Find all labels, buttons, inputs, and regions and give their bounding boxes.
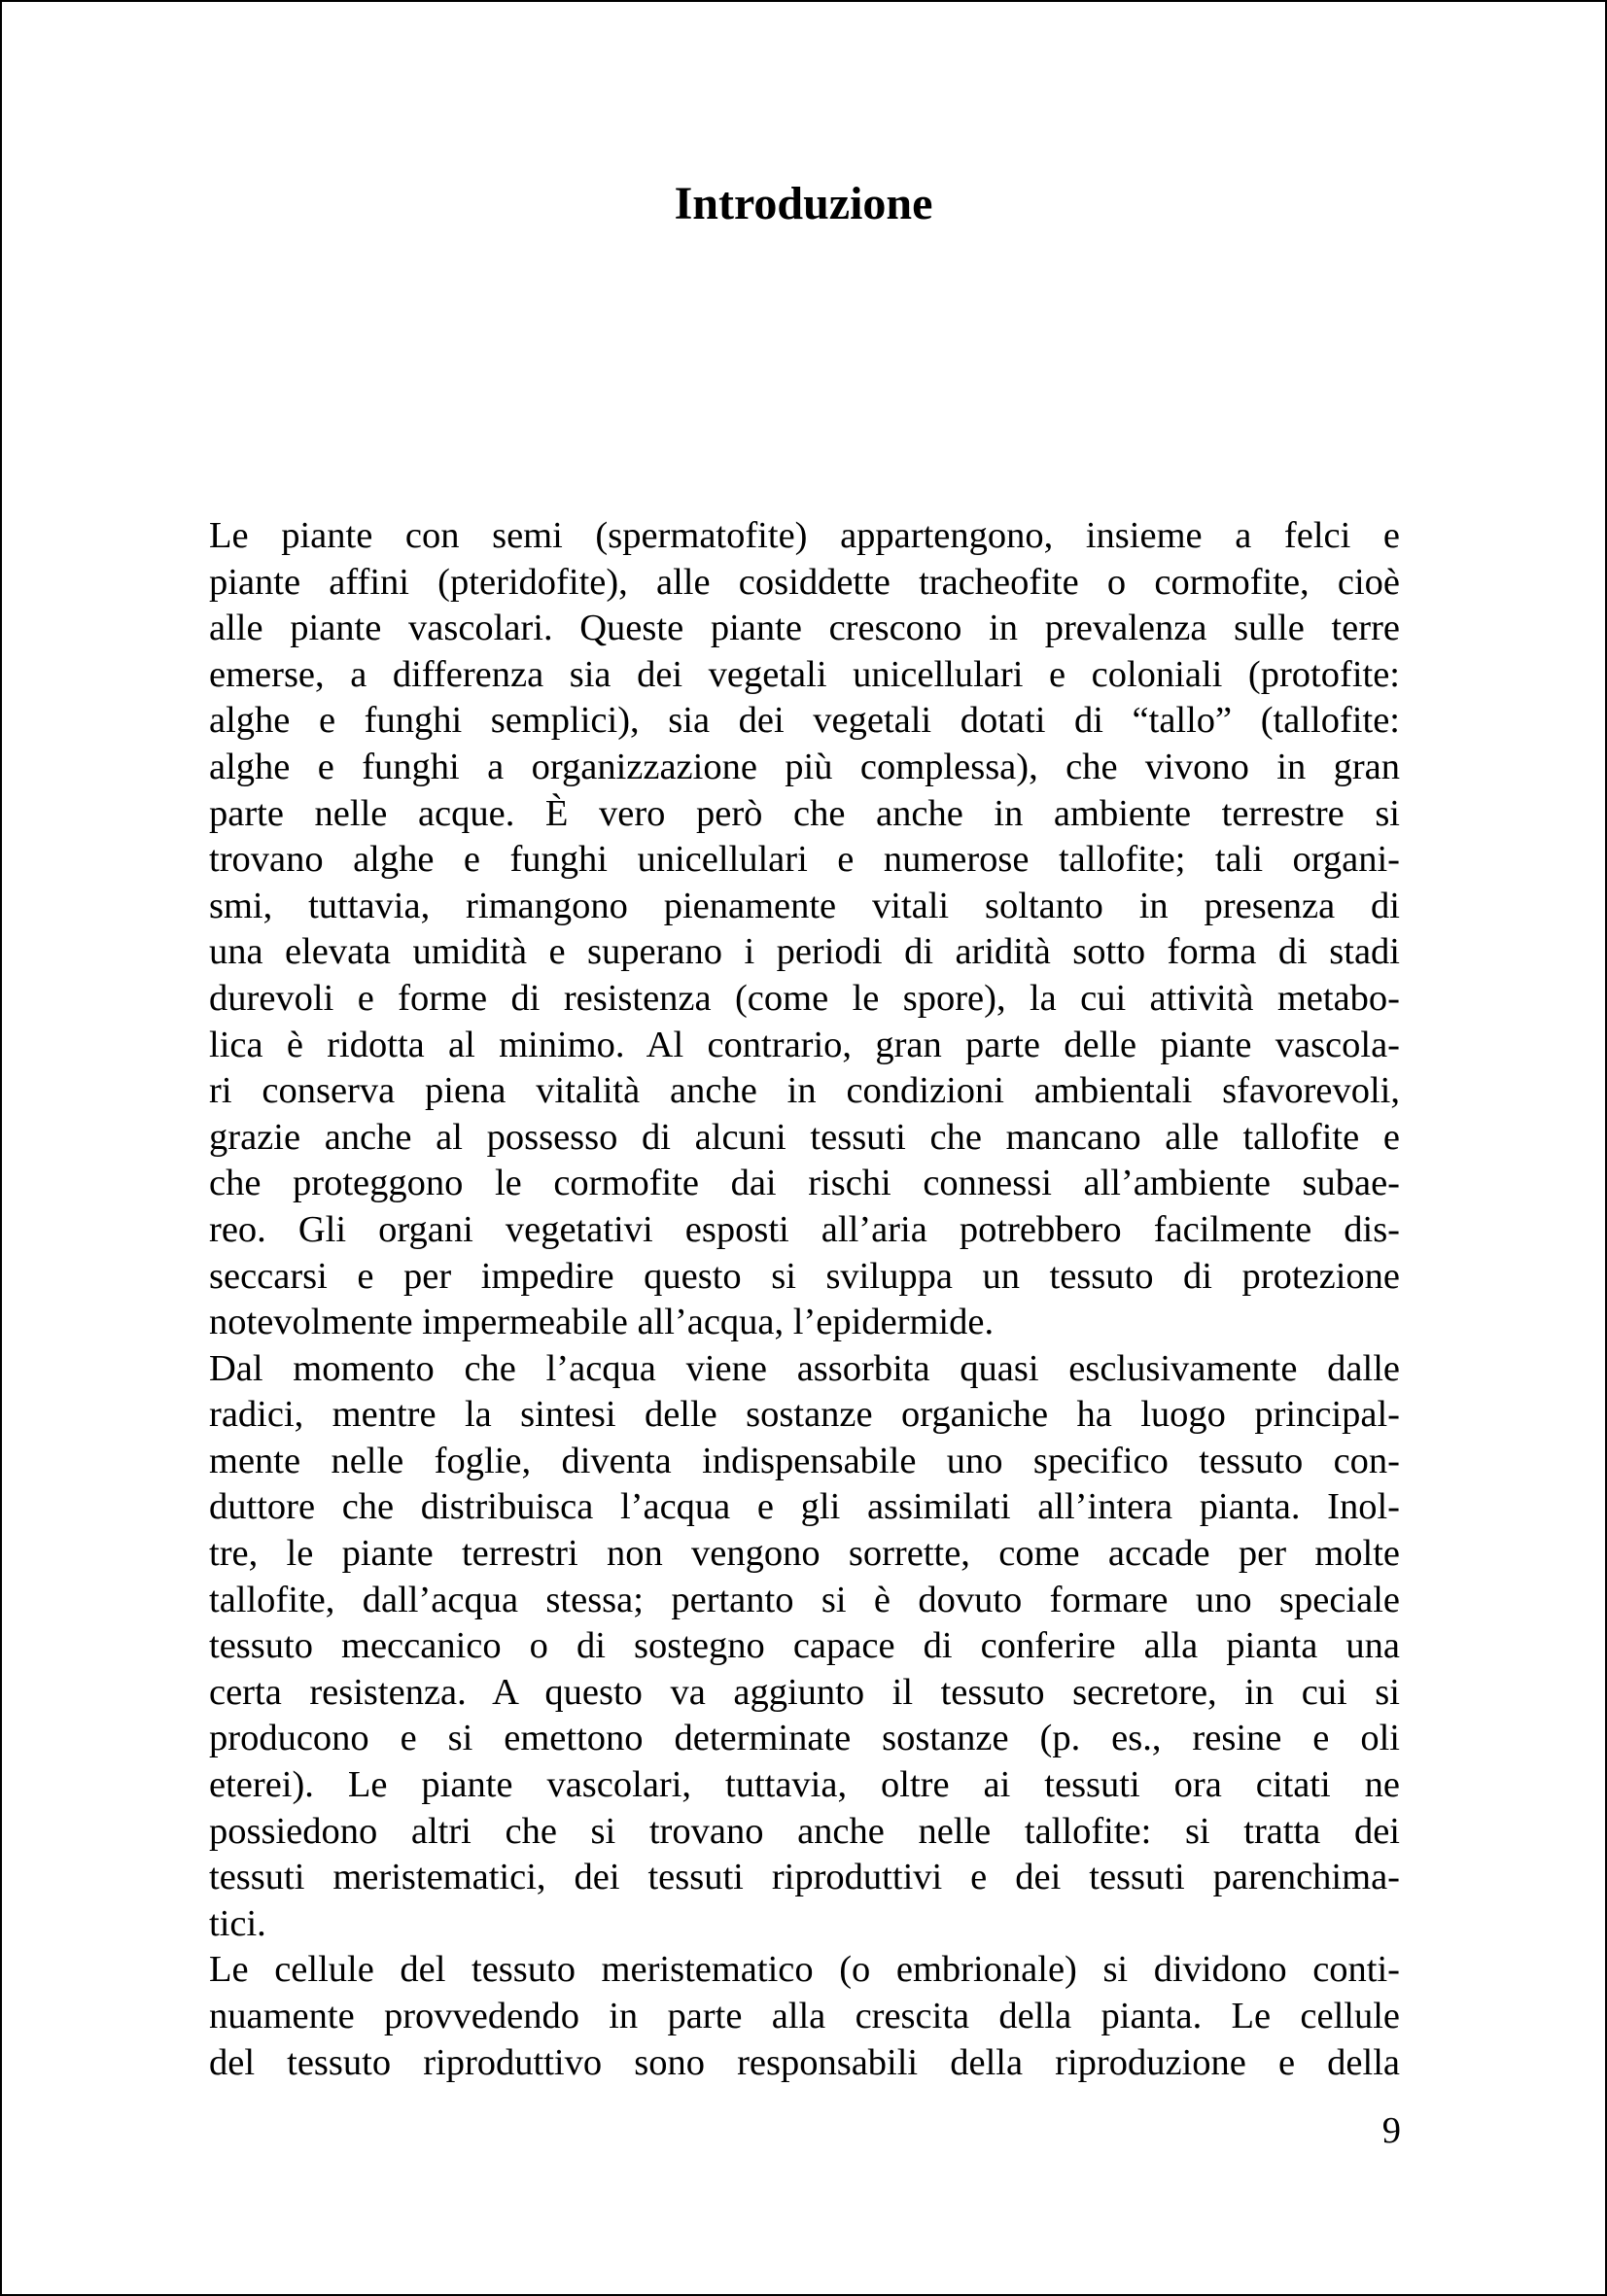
text-line: nuamente provvedendo in parte alla crescita della pianta. Le cellule [209, 1996, 1400, 2036]
text-line: una elevata umidità e superano i periodi di aridità sotto forma di stadi [209, 931, 1400, 973]
text-line: Dal momento che l’acqua viene assorbita quasi esclusivamente dalle [209, 1347, 1400, 1389]
text-line: parte nelle acque. È vero però che anche in ambiente terrestre si [209, 792, 1400, 834]
text-line: piante affini (pteridofite), alle cosiddette tracheofite o cormofite, cioè [209, 561, 1400, 603]
text-line: alghe e funghi semplici), sia dei vegetali dotati di “tallo” (tallofite: [209, 700, 1400, 742]
text-line: del tessuto riproduttivo sono responsabili della riproduzione e della [209, 2041, 1400, 2083]
text-line: seccarsi e per impedire questo si sviluppa un tessuto di protezione [209, 1255, 1400, 1297]
text-line: tici. [209, 1902, 266, 1944]
body-text [209, 513, 1400, 2086]
text-line: tessuti meristematici, dei tessuti riproduttivi e dei tessuti parenchima- [209, 1857, 1400, 1898]
text-line: radici, mentre la sintesi delle sostanze organiche ha luogo principal- [209, 1394, 1400, 1436]
text-line: alghe e funghi a organizzazione più complessa), che vivono in gran [209, 746, 1400, 787]
text-line: possiedono altri che si trovano anche nelle tallofite: si tratta dei [209, 1810, 1400, 1852]
page-number: 9 [1381, 2110, 1401, 2151]
text-line: emerse, a differenza sia dei vegetali unicellulari e coloniali (protofite: [209, 653, 1400, 695]
text-line: tre, le piante terrestri non vengono sorrette, come accade per molte [209, 1533, 1400, 1575]
text-line: Le piante con semi (spermatofite) appartengono, insieme a felci e [209, 515, 1400, 556]
text-line: ri conserva piena vitalità anche in condizioni ambientali sfavorevoli, [209, 1070, 1400, 1112]
text-line: reo. Gli organi vegetativi esposti all’aria potrebbero facilmente dis- [209, 1208, 1400, 1250]
text-line: eterei). Le piante vascolari, tuttavia, oltre ai tessuti ora citati ne [209, 1764, 1400, 1806]
text-line: smi, tuttavia, rimangono pienamente vitali soltanto in presenza di [209, 885, 1400, 926]
text-line: duttore che distribuisca l’acqua e gli assimilati all’intera pianta. Inol- [209, 1486, 1400, 1528]
text-line: che proteggono le cormofite dai rischi connessi all’ambiente subae- [209, 1163, 1400, 1204]
text-line: notevolmente impermeabile all’acqua, l’epidermide. [209, 1302, 995, 1343]
text-line: tessuto meccanico o di sostegno capace di conferire alla pianta una [209, 1625, 1400, 1667]
text-line: grazie anche al possesso di alcuni tessuti che mancano alle tallofite e [209, 1116, 1400, 1158]
text-line: durevoli e forme di resistenza (come le spore), la cui attività metabo- [209, 977, 1400, 1019]
text-line: certa resistenza. A questo va aggiunto il tessuto secretore, in cui si [209, 1671, 1400, 1713]
page-title: Introduzione [674, 178, 933, 229]
text-line: mente nelle foglie, diventa indispensabile uno specifico tessuto con- [209, 1440, 1400, 1481]
text-line: Le cellule del tessuto meristematico (o embrionale) si dividono conti- [209, 1949, 1400, 1991]
text-line: lica è ridotta al minimo. Al contrario, gran parte delle piante vascola- [209, 1024, 1400, 1065]
text-line: alle piante vascolari. Queste piante crescono in prevalenza sulle terre [209, 608, 1400, 649]
text-line: producono e si emettono determinate sostanze (p. es., resine e oli [209, 1718, 1400, 1759]
text-line: trovano alghe e funghi unicellulari e numerose tallofite; tali organi- [209, 839, 1400, 881]
text-line: tallofite, dall’acqua stessa; pertanto si è dovuto formare uno speciale [209, 1579, 1400, 1620]
